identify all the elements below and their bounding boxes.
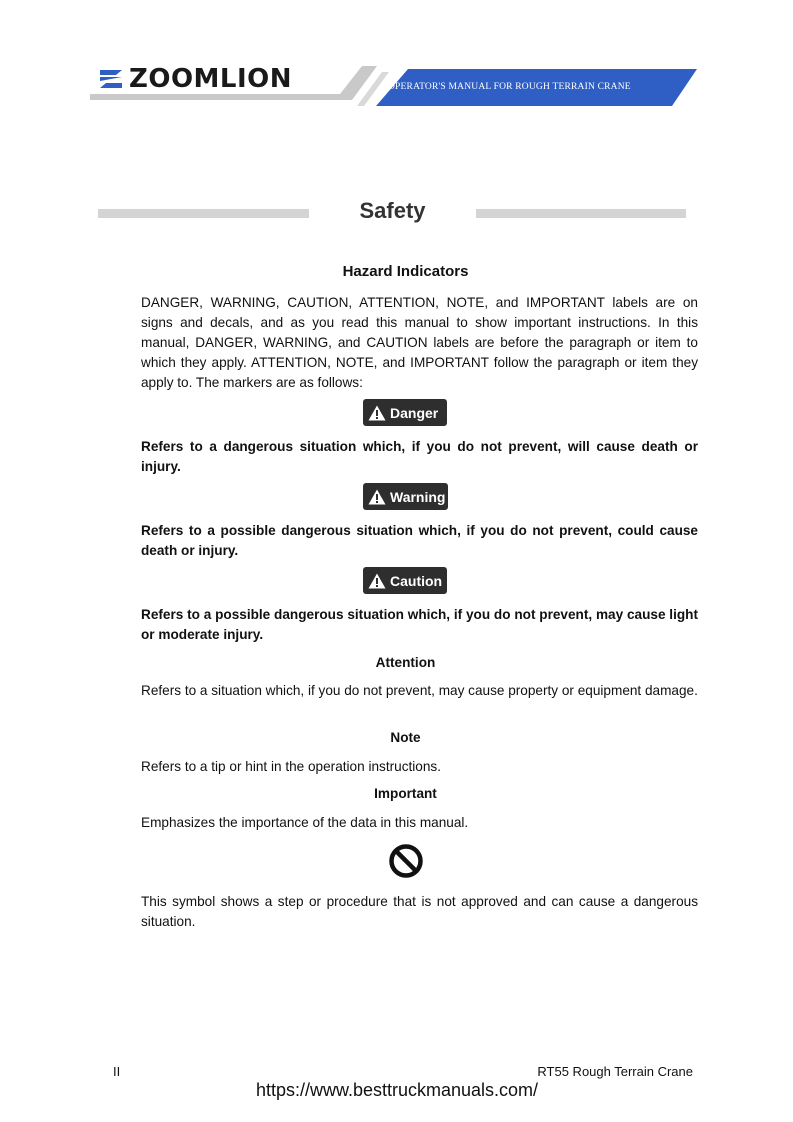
intro-paragraph: DANGER, WARNING, CAUTION, ATTENTION, NOTE, and IMPORTANT labels are on signs and decals, and as you read this manual to show important instructions. In this manual, DANGER, WARNING, and CAUTION labels are before the paragraph or item to which they apply. ATTENTION, NOTE, and IMPORTANT follow the paragraph or item they apply to. The markers are as follows: <box>141 295 698 390</box>
note-heading: Note <box>390 730 421 745</box>
warning-label: Warning <box>390 488 446 505</box>
danger-badge <box>363 399 447 426</box>
brand-name: ZOOMLION <box>129 64 293 94</box>
footer-url-link[interactable]: https://www.besttruckmanuals.com/ <box>255 1080 539 1100</box>
warning-badge <box>363 483 448 510</box>
warning-description: Refers to a possible dangerous situation which, if you do not prevent, could cause death or injury. <box>141 523 698 558</box>
zoomlion-logo-icon <box>97 66 125 92</box>
prohibited-icon <box>388 843 424 879</box>
page-number: II <box>113 1064 121 1079</box>
header-manual-title: OPERATOR'S MANUAL FOR ROUGH TERRAIN CRANE <box>388 82 631 92</box>
prohibited-description: This symbol shows a step or procedure that is not approved and can cause a dangerous situation. <box>141 894 698 929</box>
attention-heading: Attention <box>375 655 436 670</box>
caution-label: Caution <box>390 572 443 589</box>
danger-description: Refers to a dangerous situation which, if you do not prevent, will cause death or injury. <box>141 439 698 474</box>
warning-triangle-icon <box>368 573 386 589</box>
hazard-indicators-heading: Hazard Indicators <box>342 263 469 280</box>
important-description: Emphasizes the importance of the data in this manual. <box>141 815 469 830</box>
caution-description: Refers to a possible dangerous situation which, if you do not prevent, may cause light or moderate injury. <box>141 607 698 642</box>
warning-triangle-icon <box>368 489 386 505</box>
attention-description: Refers to a situation which, if you do not prevent, may cause property or equipment damage. <box>141 683 698 698</box>
warning-triangle-icon <box>368 405 386 421</box>
brand-logo <box>97 62 307 96</box>
important-heading: Important <box>374 786 437 801</box>
section-title: Safety <box>359 198 426 223</box>
title-rule-right <box>476 209 686 218</box>
footer-title: RT55 Rough Terrain Crane <box>537 1064 693 1079</box>
note-description: Refers to a tip or hint in the operation instructions. <box>141 759 441 774</box>
danger-label: Danger <box>390 404 439 421</box>
caution-badge <box>363 567 447 594</box>
title-rule-left <box>98 209 309 218</box>
